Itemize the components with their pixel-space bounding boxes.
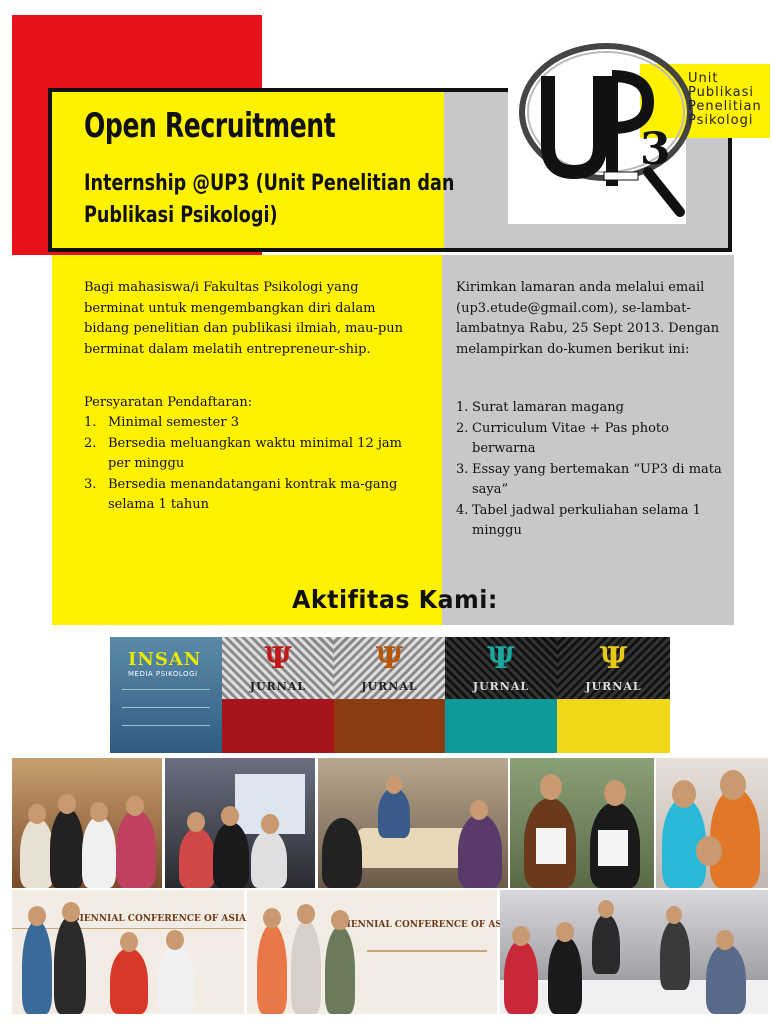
list-item	[456, 398, 728, 419]
intro-paragraph: Bagi mahasiswa/i Fakultas Psikologi yang berminat untuk mengembangkan diri dalam bidang penelitian dan publikasi ilmiah, mau-pun berminat dalam melatih entrepreneur-ship.	[84, 280, 404, 357]
list-number: 1.	[84, 415, 97, 430]
banner-text: BIENNIAL CONFERENCE OF ASIAN	[72, 914, 255, 924]
photo-classroom-group	[500, 890, 768, 1014]
journal-cover-teal	[445, 637, 557, 753]
apply-paragraph: Kirimkan lamaran anda melalui email (up3.etude@gmail.com), se-lambat-lambatnya Rabu, 25 Sept 2013. Dengan melampirkan do-kumen berikut ini:	[456, 280, 720, 357]
photo-group-poster	[165, 758, 315, 888]
list-text: Bersedia meluangkan waktu minimal 12 jam per minggu	[108, 435, 402, 471]
requirements-list	[84, 413, 414, 516]
cover-title: JURNAL	[361, 680, 418, 693]
up3-logo-icon	[508, 36, 770, 224]
list-item	[84, 413, 414, 434]
list-number: 4.	[456, 502, 469, 518]
list-item	[456, 419, 728, 460]
list-number: 3.	[84, 476, 97, 492]
list-text: Bersedia menandatangani kontrak ma-gang selama 1 tahun	[108, 476, 398, 512]
list-item	[456, 501, 728, 542]
requirements-title: Persyaratan Pendaftaran:	[84, 395, 253, 410]
list-text: Curriculum Vitae + Pas photo berwarna	[472, 420, 669, 456]
documents-list	[456, 398, 728, 542]
list-item	[84, 475, 414, 516]
cover-title: JURNAL	[585, 680, 642, 693]
journal-cover-red	[222, 637, 334, 753]
list-text: Tabel jadwal perkuliahan selama 1 minggu	[472, 502, 701, 538]
logo-line: Penelitian	[688, 99, 762, 114]
svg-text:3: 3	[640, 124, 671, 175]
list-number: 2.	[456, 420, 469, 436]
photo-friends-pose	[656, 758, 768, 888]
psi-icon: Ψ	[375, 641, 404, 676]
list-text: Minimal semester 3	[108, 415, 239, 430]
activities-heading: Aktifitas Kami:	[292, 585, 498, 614]
list-item	[456, 460, 728, 501]
logo-line: Unit	[688, 71, 719, 86]
page-title: Open Recruitment	[84, 106, 336, 146]
list-number: 3.	[456, 461, 469, 477]
journal-cover-brown	[334, 637, 445, 753]
cover-subtitle: MEDIA PSIKOLOGI	[128, 670, 198, 678]
banner-text: BIENNIAL CONFERENCE OF	[339, 920, 486, 930]
logo-wordmark	[688, 72, 762, 128]
insan-cover	[110, 637, 222, 753]
logo-line: Psikologi	[688, 113, 754, 128]
photo-award-recipients	[510, 758, 654, 888]
photo-group-meeting	[318, 758, 508, 888]
psi-icon: Ψ	[487, 641, 515, 676]
list-number: 2.	[84, 435, 97, 451]
photo-conference-banner-2	[247, 890, 497, 1014]
cover-title: JURNAL	[472, 680, 530, 693]
photo-conference-banner-1	[12, 890, 255, 1014]
cover-title: JURNAL	[249, 680, 307, 693]
list-number: 1.	[456, 400, 469, 415]
photo-group-indoor	[12, 758, 162, 888]
list-item	[84, 434, 414, 475]
psi-icon: Ψ	[599, 641, 628, 676]
psi-icon: Ψ	[264, 641, 292, 676]
list-text: Surat lamaran magang	[472, 400, 624, 415]
journal-cover-yellow	[557, 637, 670, 753]
page-subtitle: Internship @UP3 (Unit Penelitian dan Publikasi Psikologi)	[84, 171, 455, 228]
list-text: Essay yang bertemakan “UP3 di mata saya”	[472, 461, 722, 497]
cover-title: INSAN	[128, 649, 202, 670]
logo-line: Publikasi	[688, 85, 754, 100]
